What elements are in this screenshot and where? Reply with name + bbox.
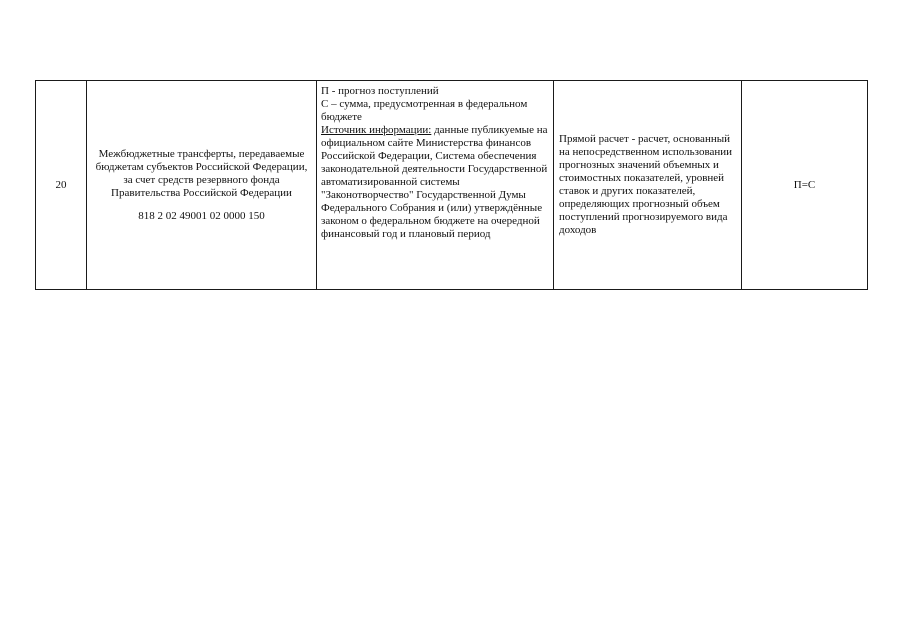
forecast-table <box>35 80 868 290</box>
formula-cell: П=С <box>742 81 868 290</box>
source-label: Источник информации: <box>321 124 432 136</box>
method-legend-p: П - прогноз поступлений <box>321 85 439 97</box>
revenue-name-cell <box>87 81 317 290</box>
calculation-method-cell: Прямой расчет - расчет, основанный на непосредственном использовании прогнозных значений объемных и стоимостных показателей, уровней ставок и других показателей, определяющих прогнозный объем поступлений прогнозируемого вида доходов <box>554 81 742 290</box>
method-source <box>321 124 549 241</box>
budget-classification-code: 818 2 02 49001 02 0000 150 <box>138 209 265 222</box>
row-number: 20 <box>36 81 87 290</box>
source-text: данные публикуемые на официальном сайте Министерства финансов Российской Федерации, Система обеспечения законодательной деятельности Государственной автоматизированной системы "Законотворчество" Государственной Думы Федерального Собрания и (или) утверждённые законом о федеральном бюджете на очередной финансовый год и плановый период <box>321 124 548 240</box>
table-row <box>36 81 868 290</box>
forecast-method-cell <box>317 81 554 290</box>
revenue-name: Межбюджетные трансферты, передаваемые бюджетам субъектов Российской Федерации, за счет средств резервного фонда Правительства Российской Федерации <box>95 147 308 199</box>
method-legend-c: С – сумма, предусмотренная в федеральном бюджете <box>321 98 528 123</box>
